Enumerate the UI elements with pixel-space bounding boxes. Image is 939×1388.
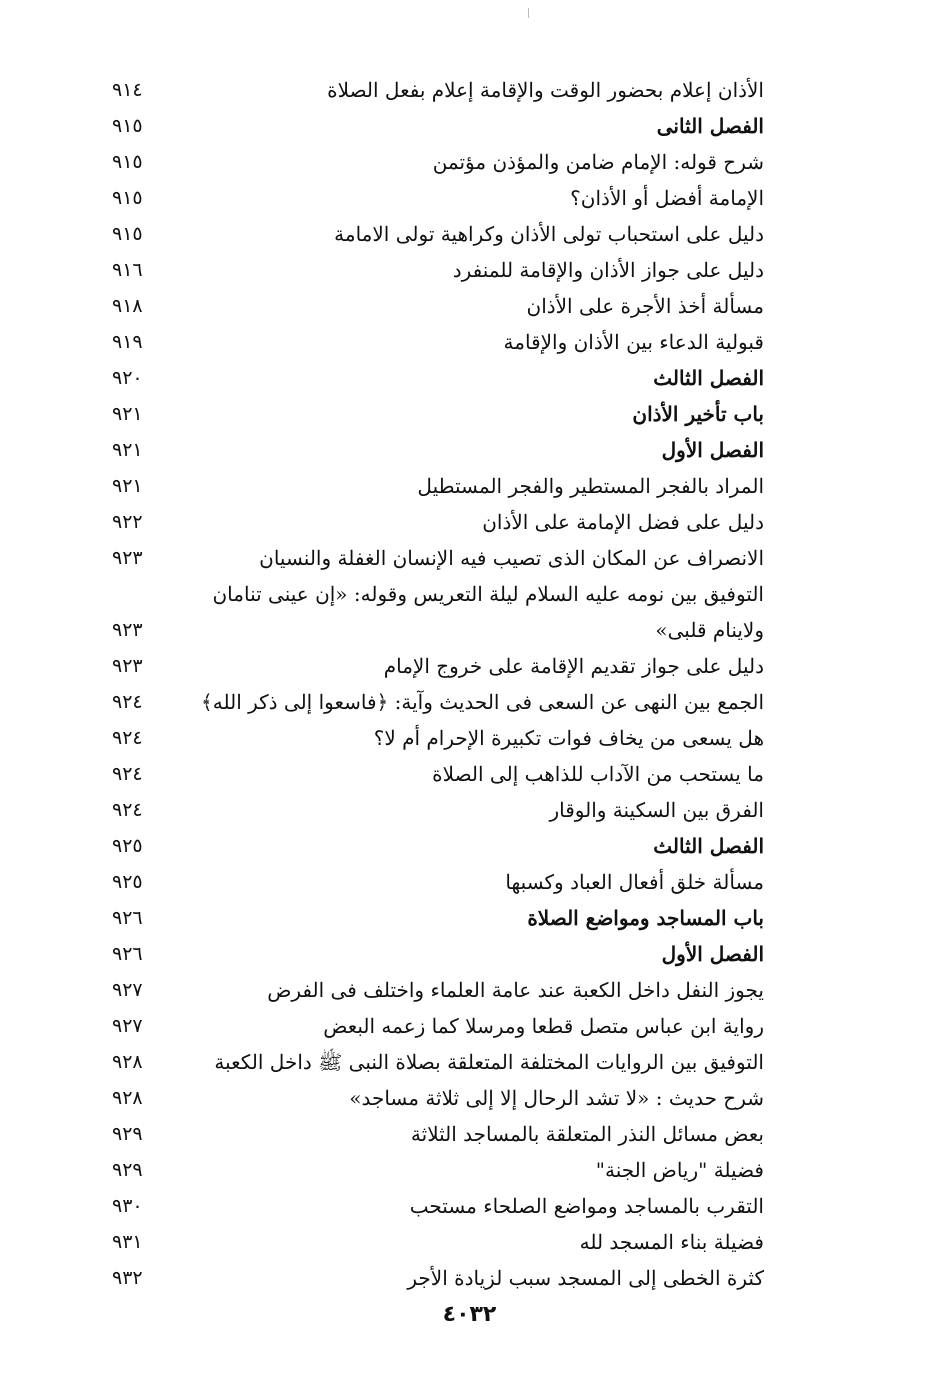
entry-title: باب تأخير الأذان [632,402,764,426]
entry-page-number: ٩١٥ [112,115,143,137]
entry-page-number: ٩١٦ [112,259,143,281]
entry-page-number: ٩١٤ [112,79,143,101]
entry-title: دليل على فضل الإمامة على الأذان [482,510,764,534]
entry-page-number: ٩٢٨ [112,1087,143,1109]
entry-page-number: ٩٢٣ [112,655,143,677]
toc-entry [112,756,764,792]
entry-page-number: ٩٢١ [112,403,143,425]
toc-entry [112,720,764,756]
entry-title: الأذان إعلام بحضور الوقت والإقامة إعلام بفعل الصلاة [327,78,764,102]
entry-title: الفصل الثالث [653,834,764,858]
entry-title: الفصل الأول [661,438,764,462]
entry-title: دليل على استحباب تولى الأذان وكراهية تولى الامامة [334,222,764,246]
toc-entry [112,648,764,684]
entry-page-number: ٩٣١ [112,1231,143,1253]
entry-title: ما يستحب من الآداب للذاهب إلى الصلاة [432,762,764,786]
entry-page-number: ٩٢٠ [112,367,143,389]
toc-entry [112,864,764,900]
entry-title: الفصل الأول [661,942,764,966]
entry-page-number: ٩١٩ [112,331,143,353]
entry-page-number: ٩٣٢ [112,1267,143,1289]
toc-entry [112,1008,764,1044]
entry-page-number: ٩٢٦ [112,943,143,965]
entry-title: رواية ابن عباس متصل قطعا ومرسلا كما زعمه البعض [323,1014,764,1038]
toc-entry [112,324,764,360]
entry-title: دليل على جواز تقديم الإقامة على خروج الإمام [383,654,764,678]
entry-page-number: ٩٢٧ [112,979,143,1001]
toc-entry [112,504,764,540]
toc-section-heading [112,936,764,972]
entry-title: الفرق بين السكينة والوقار [549,798,764,822]
toc-entry [112,1152,764,1188]
entry-page-number: ٩٢١ [112,475,143,497]
toc-entry [112,216,764,252]
entry-title: التقرب بالمساجد ومواضع الصلحاء مستحب [409,1194,764,1218]
toc-entry [112,684,764,720]
entry-title: مسألة أخذ الأجرة على الأذان [526,294,764,318]
entry-title: التوفيق بين الروايات المختلفة المتعلقة بصلاة النبى ﷺ داخل الكعبة [214,1050,764,1074]
toc-entry [112,252,764,288]
entry-title: المراد بالفجر المستطير والفجر المستطيل [417,474,764,498]
entry-page-number: ٩٢٩ [112,1123,143,1145]
entry-title: التوفيق بين نومه عليه السلام ليلة التعريس وقوله: «إن عينى تنامان [212,582,764,606]
entry-title: فضيلة بناء المسجد لله [579,1230,764,1254]
toc-entry [112,540,764,576]
toc-entry [112,468,764,504]
entry-title: دليل على جواز الأذان والإقامة للمنفرد [452,258,764,282]
entry-title: كثرة الخطى إلى المسجد سبب لزيادة الأجر [407,1266,764,1290]
toc-entry [112,792,764,828]
entry-page-number: ٩٣٠ [112,1195,143,1217]
entry-title: الجمع بين النهى عن السعى فى الحديث وآية: ﴿فاسعوا إلى ذكر الله﴾ [201,690,764,714]
toc-section-heading [112,108,764,144]
entry-title: باب المساجد ومواضع الصلاة [527,906,764,930]
toc-entry-continuation [112,612,764,648]
entry-page-number: ٩١٥ [112,151,143,173]
scan-mark [528,8,529,18]
entry-title: مسألة خلق أفعال العباد وكسبها [505,870,764,894]
entry-page-number: ٩٢٣ [112,547,143,569]
toc-entry [112,144,764,180]
toc-entry [112,288,764,324]
entry-page-number: ٩٢٧ [112,1015,143,1037]
entry-page-number: ٩٢٤ [112,799,143,821]
entry-title: شرح حديث : «لا تشد الرحال إلا إلى ثلاثة مساجد» [349,1086,764,1110]
toc-section-heading [112,360,764,396]
entry-page-number [112,576,172,612]
entry-page-number: ٩٢٢ [112,511,143,533]
entry-page-number: ٩١٥ [112,187,143,209]
toc-chapter-heading [112,900,764,936]
entry-page-number: ٩١٨ [112,295,143,317]
entry-title: الإمامة أفضل أو الأذان؟ [570,186,764,210]
entry-title: الفصل الثانى [656,114,764,138]
toc-entry [112,1044,764,1080]
entry-title: يجوز النفل داخل الكعبة عند عامة العلماء واختلف فى الفرض [267,978,764,1002]
entry-page-number: ٩٢٦ [112,907,143,929]
entry-title: قبولية الدعاء بين الأذان والإقامة [503,330,764,354]
entry-page-number: ٩١٥ [112,223,143,245]
entry-title: ولاينام قلبى» [655,618,764,642]
entry-title: هل يسعى من يخاف فوات تكبيرة الإحرام أم لا؟ [373,726,764,750]
toc-section-heading [112,828,764,864]
toc-section-heading [112,432,764,468]
toc-entry [112,1224,764,1260]
page-folio-number: ٤٠٣٢ [442,1302,497,1327]
entry-title: فضيلة "رياض الجنة" [595,1158,764,1182]
entry-page-number: ٩٢٥ [112,835,143,857]
toc-entry [112,1080,764,1116]
table-of-contents [112,72,764,1294]
entry-page-number: ٩٢٤ [112,727,143,749]
entry-page-number: ٩٢٩ [112,1159,143,1181]
entry-page-number: ٩٢٤ [112,691,143,713]
toc-entry [112,1188,764,1224]
toc-entry [112,180,764,216]
entry-page-number: ٩٢٤ [112,763,143,785]
entry-title: شرح قوله: الإمام ضامن والمؤذن مؤتمن [432,150,764,174]
entry-title: الانصراف عن المكان الذى تصيب فيه الإنسان الغفلة والنسيان [259,546,764,570]
toc-entry [112,1260,764,1296]
toc-entry [112,1116,764,1152]
toc-entry [112,72,764,108]
toc-entry [112,972,764,1008]
entry-title: الفصل الثالث [653,366,764,390]
entry-page-number: ٩٢٣ [112,619,143,641]
entry-page-number: ٩٢٥ [112,871,143,893]
toc-entry-first-line [112,576,764,612]
entry-page-number: ٩٢٨ [112,1051,143,1073]
entry-title: بعض مسائل النذر المتعلقة بالمساجد الثلاثة [410,1122,764,1146]
toc-chapter-heading [112,396,764,432]
entry-page-number: ٩٢١ [112,439,143,461]
